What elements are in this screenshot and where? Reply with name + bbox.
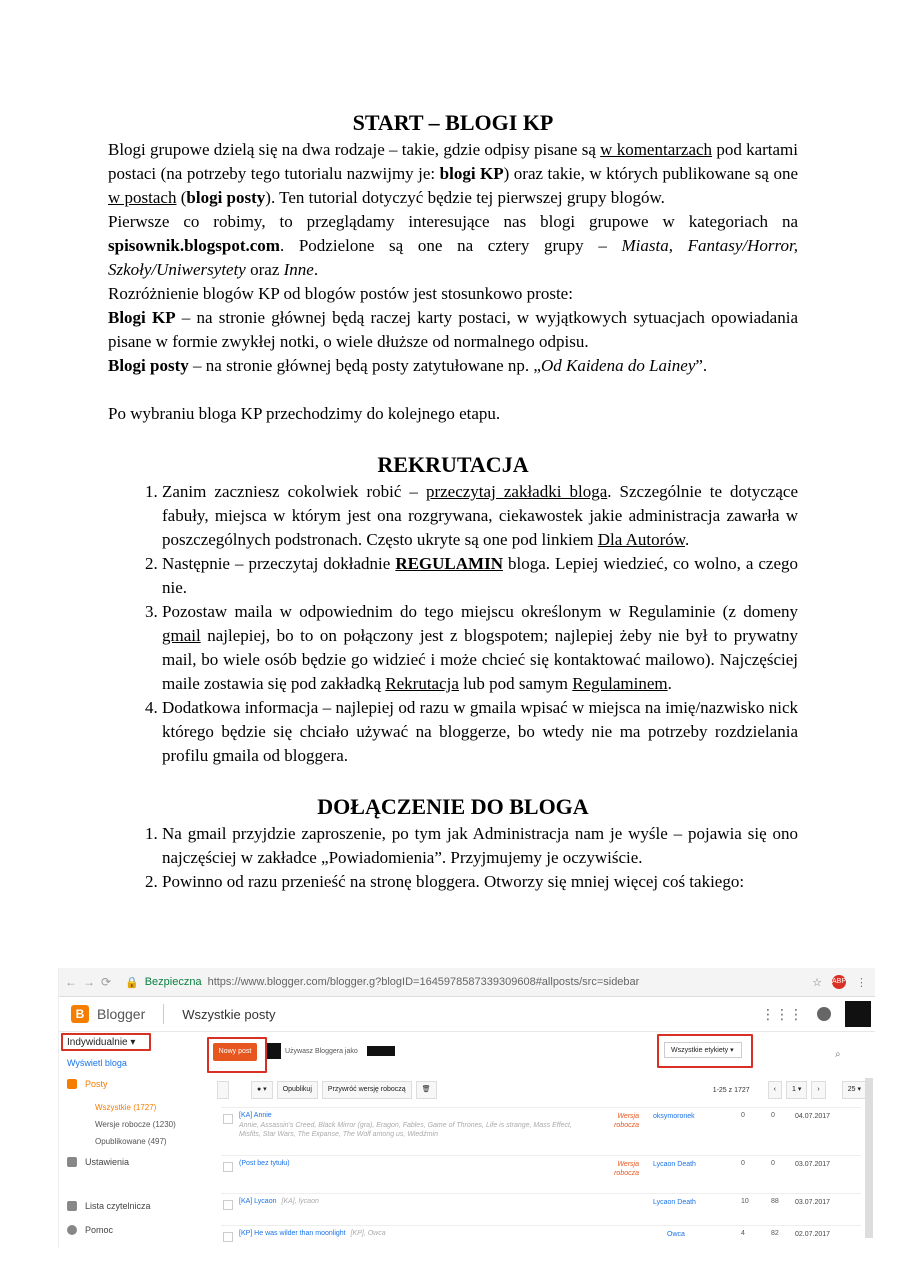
new-post-highlight — [207, 1037, 267, 1073]
sidebar-item-posts — [67, 1079, 108, 1089]
post-labels: [KP], Owca — [350, 1230, 386, 1237]
labels-highlight — [657, 1034, 753, 1068]
rekrutacja-list — [108, 480, 798, 768]
view-blog-link: Wyświetl bloga — [67, 1058, 127, 1068]
secure-label: Bezpieczna — [144, 976, 202, 988]
post-date: 03.07.2017 — [795, 1199, 831, 1206]
row-checkbox — [223, 1200, 233, 1210]
spacer — [108, 378, 798, 402]
text: najlepiej, bo to on połączony jest z blogspotem; najlepiej żeby nie był to prywatny mail, bo wiele osób będzie go widzieć i może chcieć się kontaktować mailowo). Najczęściej maile zostawia się pod zakładką — [162, 626, 798, 693]
bold-text: Blogi KP — [108, 308, 176, 327]
post-title-text: (Post bez tytułu) — [239, 1160, 290, 1167]
list-item: 4. Dodatkowa informacja – najlepiej od razu w gmaila wpisać w miejsca na imię/nazwisko nick którego będzie się chciało używać na bloggerze, bo wtedy nie ma potrzeby rozdzielania profilu gmaila od bloggera. — [162, 696, 798, 768]
draft-badge: Wersja robocza — [614, 1161, 639, 1177]
post-title-text: [KA] Lycaon — [239, 1198, 277, 1205]
post-author: Lycaon Death — [653, 1161, 696, 1168]
section-title-dolaczenie: DOŁĄCZENIE DO BLOGA — [317, 794, 589, 819]
text: . — [667, 674, 672, 693]
prev-page-icon: ‹ — [768, 1081, 782, 1099]
browser-toolbar — [59, 968, 875, 997]
apps-grid-icon: ⋮⋮⋮ — [761, 1005, 803, 1022]
distinction-paragraph: Rozróżnienie blogów KP od blogów postów jest stosunkowo proste: — [108, 284, 573, 303]
text: bloga. Lepiej wiedzieć, co wolno, a czego nie. — [162, 554, 798, 597]
post-author: Lycaon Death — [653, 1199, 696, 1206]
page-number: 1 — [792, 1086, 796, 1093]
post-date: 03.07.2017 — [795, 1161, 831, 1168]
draft-badge: Wersja robocza — [614, 1113, 639, 1129]
bold-underlined-text: REGULAMIN — [395, 554, 503, 573]
table-row — [221, 1193, 861, 1226]
post-title — [239, 1198, 319, 1205]
doc-title: START – BLOGI KP — [352, 110, 554, 135]
row-checkbox — [223, 1114, 233, 1124]
nav-arrows-icon: ←→⟳ — [65, 975, 118, 989]
page-select: 1 ▾ — [786, 1081, 807, 1099]
text: lub pod samym — [458, 674, 573, 693]
view-count: 82 — [771, 1230, 779, 1237]
text: Następnie – przeczytaj dokładnie — [162, 554, 396, 573]
sidebar-sub-all: Wszystkie (1727) — [95, 1103, 157, 1112]
categories-paragraph — [108, 210, 798, 282]
sidebar-sub-published: Opublikowane (497) — [95, 1137, 167, 1146]
next-page-icon: › — [811, 1081, 825, 1099]
next-step-paragraph: Po wybraniu bloga KP przechodzimy do kolejnego etapu. — [108, 404, 501, 423]
gear-icon — [67, 1157, 77, 1167]
row-checkbox — [223, 1162, 233, 1172]
scrollbar — [865, 1078, 873, 1238]
text: Blogi grupowe dzielą się na dwa rodzaje – takie, gdzie odpisy pisane są — [108, 140, 601, 159]
view-count: 88 — [771, 1198, 779, 1205]
list-item — [162, 480, 798, 552]
bold-text: spisownik.blogspot.com — [108, 236, 280, 255]
text: Zanim zaczniesz cokolwiek robić – — [162, 482, 426, 501]
post-title — [239, 1230, 386, 1237]
adblock-icon: ABP — [832, 975, 846, 989]
publish-button: Opublikuj — [277, 1081, 318, 1099]
text: ) oraz takie, w których publikowane są one — [503, 164, 798, 183]
view-count: 0 — [771, 1112, 775, 1119]
bookmark-icon — [67, 1201, 77, 1211]
sidebar-label: Lista czytelnicza — [85, 1201, 151, 1211]
post-title-text: [KA] Annie — [239, 1112, 272, 1119]
blogi-posty-paragraph — [108, 354, 798, 378]
caret-icon: ▾ — [130, 1036, 136, 1048]
divider — [163, 1004, 164, 1024]
text: Pierwsze co robimy, to przeglądamy interesujące nas blogi grupowe w kategoriach na — [108, 212, 798, 231]
underlined-text: Rekrutacja — [385, 674, 459, 693]
select-all-checkbox — [217, 1081, 229, 1099]
star-icon: ☆ — [812, 976, 822, 989]
text: – na stronie głównej będą raczej karty postaci, w wyjątkowych sytuacjach opowiadania pisane w formie zwykłej notki, o wiele dłuższe od normalnego odpisu. — [108, 308, 798, 351]
list-item — [162, 600, 798, 696]
posts-icon — [67, 1079, 77, 1089]
list-item — [162, 552, 798, 600]
view-count: 0 — [771, 1160, 775, 1167]
blog-select — [61, 1033, 151, 1051]
blogger-screenshot — [58, 968, 875, 1248]
label-icon: ● ▾ — [251, 1081, 273, 1099]
document-page — [108, 108, 798, 894]
post-date: 04.07.2017 — [795, 1113, 831, 1120]
range-text: 1-25 z 1727 — [712, 1086, 750, 1094]
redacted-avatar — [267, 1043, 281, 1059]
comment-count: 0 — [741, 1112, 745, 1119]
italic-text: Miasta, Fantasy/Horror, Szkoły/Uniwersytety — [108, 236, 798, 279]
bold-text: blogi posty — [186, 188, 266, 207]
menu-dots-icon: ⋮ — [856, 976, 867, 989]
underlined-text: w komentarzach — [600, 140, 713, 159]
page-title: Wszystkie posty — [182, 1006, 276, 1022]
per-page-select: 25 ▾ — [842, 1081, 867, 1099]
text: pod kartami postaci (na potrzeby tego tutorialu nazwijmy je: — [108, 140, 799, 183]
sidebar-item-reading-list — [67, 1201, 151, 1211]
revert-draft-button: Przywróć wersję roboczą — [322, 1081, 412, 1099]
sidebar-label: Posty — [85, 1079, 108, 1089]
post-author: oksymoronek — [653, 1113, 695, 1120]
text: . — [313, 260, 319, 279]
post-date: 02.07.2017 — [795, 1231, 831, 1238]
post-title — [239, 1112, 272, 1119]
trash-icon: 🗑 — [416, 1081, 437, 1099]
text: . Szczególnie te dotyczące fabuły, miejsca w którym jest ona rozgrywana, ciekawostek jakie administracja zawarła w poszczególnych podstronach. Często ukryte są one pod linkiem — [162, 482, 798, 549]
section-title-rekrutacja: REKRUTACJA — [377, 452, 529, 477]
comment-count: 0 — [741, 1160, 745, 1167]
blogger-header — [59, 997, 875, 1032]
sidebar-label: Pomoc — [85, 1225, 114, 1235]
lock-icon: 🔒 — [125, 976, 139, 989]
brand-name: Blogger — [97, 1006, 146, 1022]
comment-count: 10 — [741, 1198, 749, 1205]
dolaczenie-list — [108, 822, 798, 894]
blogger-logo-icon: B — [71, 1005, 89, 1023]
post-title-text: [KP] He was wilder than moonlight — [239, 1230, 346, 1237]
sidebar-item-settings — [67, 1157, 129, 1167]
text: oraz — [245, 260, 284, 279]
post-labels: [KA], lycaon — [281, 1198, 319, 1205]
table-row — [221, 1225, 861, 1248]
redacted-name — [367, 1046, 395, 1056]
text: ). Ten tutorial dotyczyć będzie tej pierwszej grupy blogów. — [265, 188, 665, 207]
bold-text: blogi KP — [439, 164, 504, 183]
italic-text: Od Kaidena do Lainey — [540, 356, 696, 375]
sidebar-sub-drafts: Wersje robocze (1230) — [95, 1120, 176, 1129]
sidebar-label: Ustawienia — [85, 1157, 130, 1167]
help-icon — [67, 1225, 77, 1235]
using-as-text: Używasz Bloggera jako — [285, 1048, 358, 1055]
bold-text: Blogi posty — [108, 356, 189, 375]
row-checkbox — [223, 1232, 233, 1242]
table-row — [221, 1155, 861, 1194]
post-tags: Annie, Assassin's Creed, Black Mirror (gra), Eragon, Fables, Game of Thrones, Life is strange, Mass Effect, Misfits, Star Wars, The Expanse, The Wolf among us, Wiedźmin — [239, 1122, 572, 1138]
table-row — [221, 1107, 861, 1156]
list-item: 2. Powinno od razu przenieść na stronę bloggera. Otworzy się mniej więcej coś takiego: — [162, 870, 798, 894]
underlined-text: Regulaminem — [572, 674, 668, 693]
list-item: 1. Na gmail przyjdzie zaproszenie, po tym jak Administracja nam je wyśle – pojawia się ono najczęściej w zakładce „Powiadomienia”. Przyjmujemy je oczywiście. — [162, 822, 798, 870]
intro-paragraph — [108, 138, 798, 210]
labels-label: Wszystkie etykiety — [671, 1047, 729, 1054]
underlined-text: przeczytaj zakładki bloga — [425, 482, 608, 501]
underlined-text: gmail — [162, 626, 201, 645]
url-text: https://www.blogger.com/blogger.g?blogID=1645978587339309608#allposts/src=sidebar — [207, 976, 640, 988]
post-title — [239, 1160, 290, 1167]
sidebar-item-help — [67, 1225, 113, 1235]
search-icon: ⌕ — [835, 1049, 841, 1060]
labels-select — [664, 1042, 742, 1058]
comment-count: 4 — [741, 1230, 745, 1237]
underlined-text: w postach — [108, 188, 177, 207]
new-post-button: Nowy post — [213, 1043, 257, 1061]
underlined-text: Dla Autorów — [597, 530, 685, 549]
account-icon — [817, 1007, 831, 1021]
per-page-number: 25 — [847, 1086, 856, 1093]
posts-toolbar — [217, 1079, 867, 1101]
text: . Podzielone są one na cztery grupy – — [279, 236, 622, 255]
text: Pozostaw maila w odpowiednim do tego miejscu określonym w Regulaminie (z domeny — [162, 602, 798, 621]
text: ”. — [695, 356, 708, 375]
italic-text: Inne — [283, 260, 314, 279]
text: . — [684, 530, 690, 549]
blogi-kp-paragraph — [108, 306, 798, 354]
text: ( — [176, 188, 187, 207]
avatar — [845, 1001, 871, 1027]
caret-icon: ▾ — [730, 1047, 734, 1054]
post-author: Owca — [667, 1231, 685, 1238]
text: – na stronie głównej będą posty zatytułowane np. „ — [188, 356, 541, 375]
blog-select-label: Indywidualnie — [67, 1036, 128, 1048]
